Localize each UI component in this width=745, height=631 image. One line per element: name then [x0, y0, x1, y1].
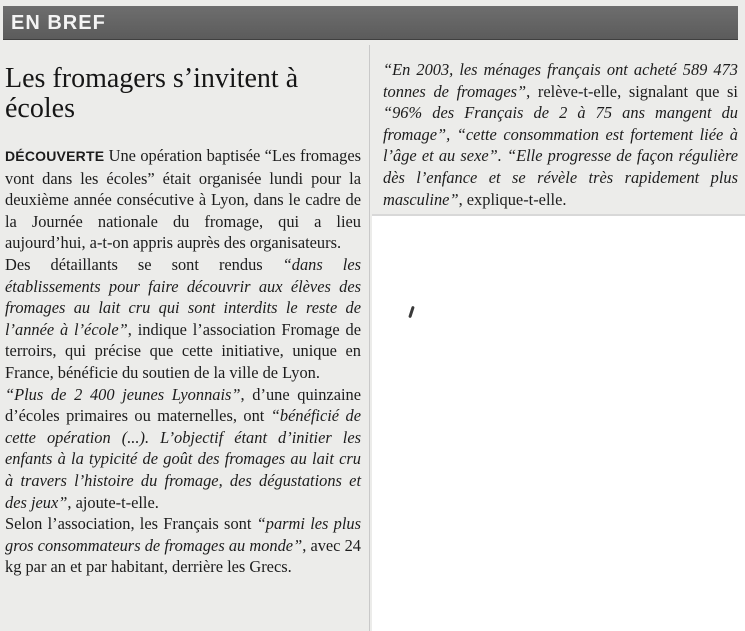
- quote: “dans les établissements pour faire découvrir aux élèves des fromages au lait cru qui sont interdits le reste de l’année à l’école”: [5, 254, 361, 339]
- column-divider: [369, 45, 370, 631]
- article-column-right: [383, 59, 738, 210]
- text-run: , d’une quinzaine d’écoles primaires ou maternelles, ont: [5, 384, 362, 426]
- quote: “96% des Français de 2 à 75 ans mangent du fromage”, “cette consommation est fortement liée à l’âge et au sexe”. “Elle progresse de façon régulière dès l’enfance et se révèle très rapidement plus masculine”: [383, 103, 738, 209]
- paragraph-4: [5, 513, 361, 578]
- text-run: , relève-t-elle, signalant que si: [526, 81, 738, 101]
- text-run: , avec 24 kg par an et par habitant, derrière les Grecs.: [5, 535, 361, 577]
- text-run: , explique-t-elle.: [458, 189, 567, 209]
- kicker: DÉCOUVERTE: [5, 148, 105, 164]
- quote: “En 2003, les ménages français ont acheté 589 473 tonnes de fromages”: [383, 60, 738, 101]
- section-label: EN BREF: [11, 12, 106, 34]
- article-title: Les fromagers s’invitent à écoles: [5, 63, 299, 124]
- text-run: Selon l’association, les Français sont: [5, 514, 257, 534]
- article-column-left: [5, 145, 361, 578]
- column-end-rule: [372, 214, 745, 216]
- quote: “parmi les plus gros consommateurs de fromages au monde”: [5, 514, 361, 555]
- paragraph-lead: [5, 145, 361, 254]
- paragraph-right: [383, 59, 738, 210]
- blank-area: [372, 216, 745, 631]
- section-header-bar: [3, 6, 738, 40]
- quote: “Plus de 2 400 jeunes Lyonnais”: [5, 384, 241, 404]
- text-run: , ajoute-t-elle.: [67, 492, 159, 512]
- lead-text: Une opération baptisée “Les fromages vont dans les écoles” était organisée lundi pour la deuxième année consécutive à Lyon, dans le cadre de la Journée nationale du fromage, qui a lieu aujourd’hui, a-t-on appris auprès des organisateurs.: [5, 146, 361, 253]
- paragraph-2: [5, 254, 361, 384]
- quote: “bénéficié de cette opération (...). L’objectif étant d’initier les enfants à la typicité de goût des fromages au lait cru à travers l’histoire du fromage, des dégustations et des jeux”: [5, 406, 361, 512]
- text-run: Des détaillants se sont rendus: [5, 254, 283, 274]
- text-run: , indique l’association Fromage de terroirs, qui précise que cette initiative, unique en France, bénéficie du soutien de la ville de Lyon.: [5, 319, 361, 382]
- paragraph-3: [5, 384, 361, 514]
